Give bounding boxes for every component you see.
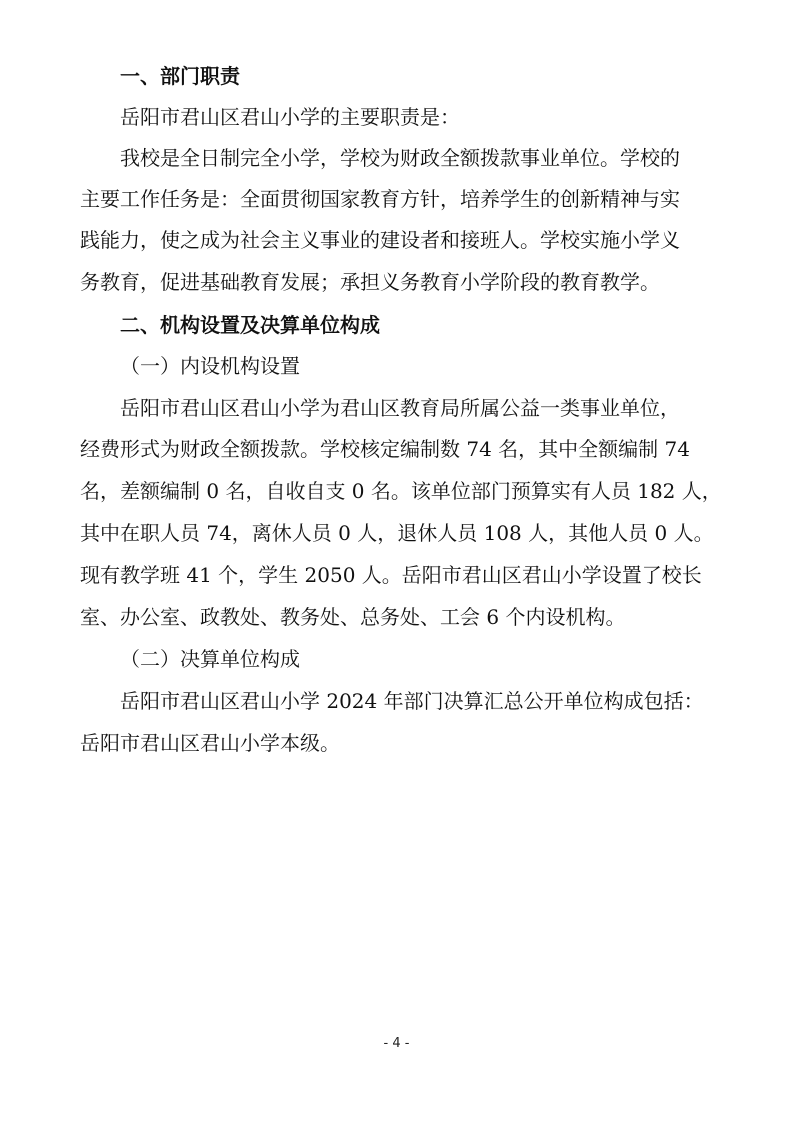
subsection2-heading: （二）决算单位构成 bbox=[120, 647, 300, 671]
paragraph-line: 室、办公室、政教处、教务处、总务处、工会 6 个内设机构。 bbox=[80, 605, 626, 629]
paragraph-line: 践能力，使之成为社会主义事业的建设者和接班人。学校实施小学义 bbox=[80, 228, 680, 252]
paragraph-line: 我校是全日制完全小学，学校为财政全额拨款事业单位。学校的 bbox=[120, 146, 680, 170]
paragraph-line: 务教育，促进基础教育发展；承担义务教育小学阶段的教育教学。 bbox=[80, 270, 660, 294]
section2-heading: 二、机构设置及决算单位构成 bbox=[120, 313, 380, 337]
paragraph-line: 岳阳市君山区君山小学的主要职责是： bbox=[120, 105, 460, 129]
paragraph-line: 现有教学班 41 个，学生 2050 人。岳阳市君山区君山小学设置了校长 bbox=[80, 563, 702, 587]
paragraph-line: 名，差额编制 0 名，自收自支 0 名。该单位部门预算实有人员 182 人， bbox=[80, 479, 722, 503]
paragraph-line: 主要工作任务是：全面贯彻国家教育方针，培养学生的创新精神与实 bbox=[80, 187, 680, 211]
page-number: - 4 - bbox=[383, 1036, 410, 1051]
paragraph-line: 岳阳市君山区君山小学为君山区教育局所属公益一类事业单位， bbox=[120, 396, 680, 420]
paragraph-line: 经费形式为财政全额拨款。学校核定编制数 74 名，其中全额编制 74 bbox=[80, 437, 690, 461]
paragraph-line: 岳阳市君山区君山小学本级。 bbox=[80, 731, 340, 755]
paragraph-line: 其中在职人员 74，离休人员 0 人，退休人员 108 人，其他人员 0 人。 bbox=[80, 521, 714, 545]
paragraph-line: 岳阳市君山区君山小学 2024 年部门决算汇总公开单位构成包括： bbox=[120, 689, 704, 713]
subsection1-heading: （一）内设机构设置 bbox=[120, 354, 300, 378]
section1-heading: 一、部门职责 bbox=[120, 64, 240, 88]
